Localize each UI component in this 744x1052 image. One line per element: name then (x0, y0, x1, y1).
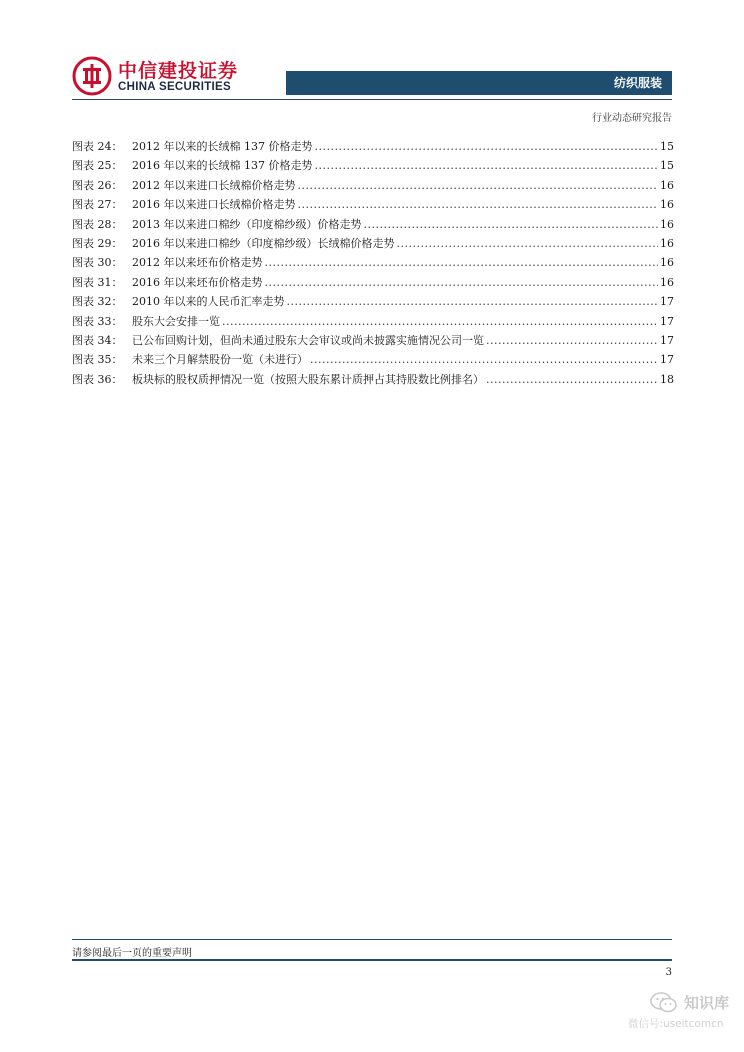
watermark-name: 知识库 (684, 994, 730, 1012)
toc-dot-leader (486, 331, 658, 350)
toc-entry-title: 已公布回购计划，但尚未通过股东大会审议或尚未披露实施情况公司一览 (132, 333, 484, 347)
toc-entry-title: 2012 年以来的长绒棉 137 价格走势 (132, 140, 313, 153)
toc-dot-leader (364, 215, 659, 234)
toc-dot-leader (222, 312, 658, 331)
toc-entry-title: 未来三个月解禁股份一览（未进行） (132, 353, 308, 367)
toc-entry[interactable] (72, 234, 672, 253)
report-type-label: 行业动态研究报告 (592, 113, 672, 124)
footer-divider-bottom (72, 959, 672, 961)
toc-entry-label: 图表 30： (72, 256, 123, 270)
toc-entry-page: 16 (660, 256, 674, 270)
figure-table-of-contents (72, 137, 672, 389)
toc-entry-label: 图表 35： (72, 353, 123, 367)
toc-dot-leader (287, 292, 659, 311)
toc-entry[interactable] (72, 331, 672, 350)
toc-entry[interactable] (72, 156, 672, 175)
toc-entry-page: 17 (660, 333, 674, 347)
toc-entry-label: 图表 33： (72, 314, 123, 328)
toc-entry-title: 2016 年以来坯布价格走势 (132, 275, 263, 289)
toc-entry-page: 17 (660, 353, 674, 367)
toc-entry-page: 15 (660, 159, 674, 173)
toc-entry-page: 16 (660, 178, 674, 192)
toc-entry[interactable] (72, 253, 672, 272)
toc-entry[interactable] (72, 370, 672, 389)
toc-entry-label: 图表 25： (72, 159, 123, 173)
toc-entry-label: 图表 27： (72, 198, 123, 212)
toc-entry-title: 2016 年以来进口长绒棉价格走势 (132, 198, 296, 212)
china-securities-logo-icon (72, 56, 112, 96)
toc-dot-leader (314, 137, 658, 156)
toc-dot-leader (298, 195, 659, 214)
toc-entry-title: 板块标的股权质押情况一览（按照大股东累计质押占其持股数比例排名） (132, 372, 484, 386)
wechat-icon (650, 992, 678, 1014)
toc-entry-label: 图表 32： (72, 295, 123, 309)
toc-entry-title: 股东大会安排一览 (132, 314, 220, 328)
toc-entry-title: 2013 年以来进口棉纱（印度棉纱级）价格走势 (132, 217, 362, 231)
toc-entry-title: 2012 年以来进口长绒棉价格走势 (132, 178, 296, 192)
toc-dot-leader (486, 370, 658, 389)
toc-entry-title: 2010 年以来的人民币汇率走势 (132, 295, 285, 309)
watermark (628, 992, 740, 1036)
toc-entry-title: 2016 年以来的长绒棉 137 价格走势 (132, 159, 313, 173)
toc-entry-label: 图表 29： (72, 236, 123, 250)
industry-category: 纺织服装 (613, 76, 662, 90)
toc-dot-leader (310, 350, 658, 369)
toc-entry-title: 2012 年以来坯布价格走势 (132, 256, 263, 270)
header-category-bar (286, 71, 672, 95)
toc-entry-label: 图表 36： (72, 372, 123, 386)
toc-dot-leader (265, 253, 659, 272)
toc-entry-label: 图表 28： (72, 217, 123, 231)
logo-chinese-name: 中信建投证券 (118, 60, 239, 82)
toc-entry[interactable] (72, 215, 672, 234)
toc-entry-label: 图表 24： (72, 140, 123, 153)
toc-entry-title: 2016 年以来进口棉纱（印度棉纱级）长绒棉价格走势 (132, 236, 395, 250)
toc-entry[interactable] (72, 176, 672, 195)
footer-divider-top (72, 939, 672, 940)
toc-entry[interactable] (72, 195, 672, 214)
company-logo (72, 54, 252, 98)
toc-entry[interactable] (72, 137, 672, 156)
toc-dot-leader (265, 273, 659, 292)
toc-entry-label: 图表 26： (72, 178, 123, 192)
toc-entry-label: 图表 31： (72, 275, 123, 289)
toc-entry[interactable] (72, 350, 672, 369)
watermark-id: 微信号:useitcomcn (628, 1018, 724, 1030)
toc-entry-page: 17 (660, 314, 674, 328)
page-number: 3 (665, 967, 672, 978)
toc-entry-page: 17 (660, 295, 674, 309)
toc-dot-leader (298, 176, 659, 195)
toc-entry-page: 18 (660, 372, 674, 386)
toc-entry[interactable] (72, 312, 672, 331)
toc-dot-leader (314, 156, 658, 175)
toc-entry-page: 15 (660, 140, 674, 153)
header-divider (72, 99, 672, 100)
toc-entry-page: 16 (660, 236, 674, 250)
logo-english-name: CHINA SECURITIES (118, 81, 231, 93)
toc-entry-page: 16 (660, 217, 674, 231)
disclaimer-note: 请参阅最后一页的重要声明 (72, 948, 192, 959)
toc-entry[interactable] (72, 292, 672, 311)
toc-dot-leader (397, 234, 659, 253)
toc-entry[interactable] (72, 273, 672, 292)
toc-entry-page: 16 (660, 198, 674, 212)
toc-entry-page: 16 (660, 275, 674, 289)
toc-entry-label: 图表 34： (72, 333, 123, 347)
